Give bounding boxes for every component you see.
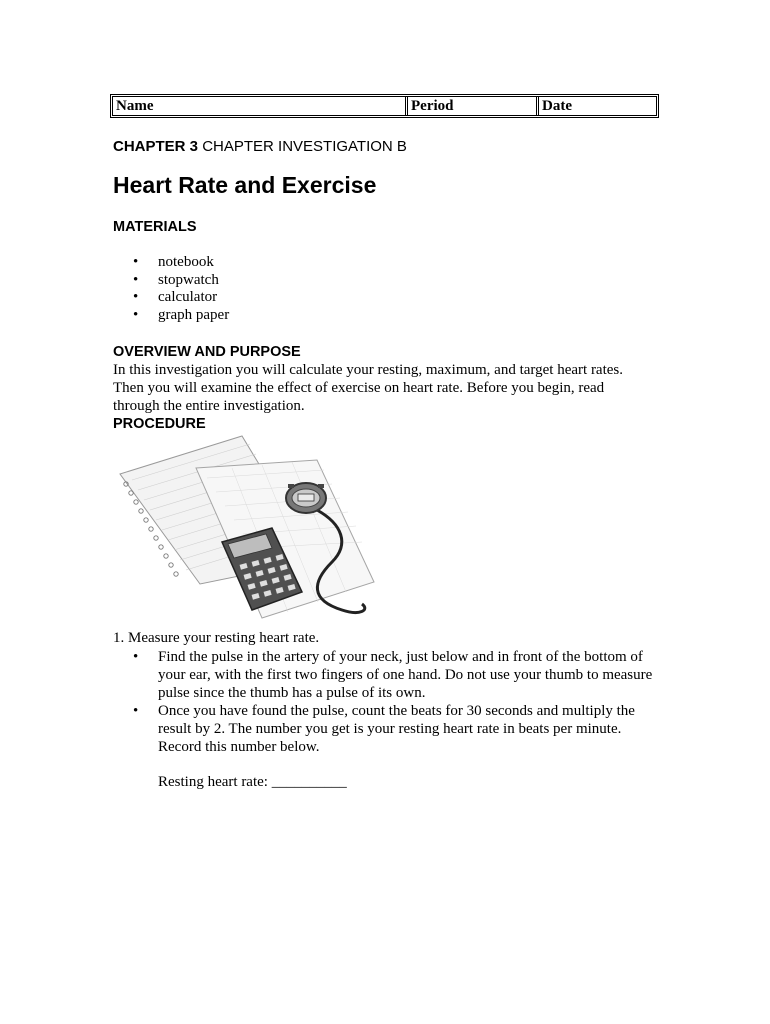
materials-illustration (112, 432, 382, 622)
period-field[interactable] (408, 97, 539, 115)
overview-heading: OVERVIEW AND PURPOSE (113, 344, 301, 360)
student-info-table (110, 94, 659, 118)
resting-heart-rate-field[interactable]: Resting heart rate: __________ (158, 774, 347, 790)
date-field[interactable] (539, 97, 656, 115)
list-item: • graph paper (113, 307, 229, 325)
list-item: • calculator (113, 289, 229, 307)
list-item: • Find the pulse in the artery of your neck, just below and in front of the bottom of your ear, with the first two fingers of one hand. Do not use your thumb to measure pulse since the thumb has a pulse of its own. (113, 648, 663, 702)
procedure-heading: PROCEDURE (113, 416, 206, 432)
list-item: • stopwatch (113, 272, 229, 290)
date-label: Date (542, 98, 572, 114)
procedure-step-1: 1. Measure your resting heart rate. (113, 630, 320, 646)
period-label: Period (411, 98, 454, 114)
overview-paragraph: In this investigation you will calculate your resting, maximum, and target heart rates. Then you will examine the effect of exercise on heart rate. Before you begin, read through the entire investigation. (113, 362, 624, 414)
step-1-instructions (113, 648, 663, 756)
list-item: • notebook (113, 254, 229, 272)
name-field[interactable] (113, 97, 408, 115)
chapter-line (113, 138, 407, 155)
name-label: Name (116, 98, 154, 114)
materials-list (113, 254, 229, 324)
list-item: • Once you have found the pulse, count the beats for 30 seconds and multiply the result by 2. The number you get is your resting heart rate in beats per minute. Record this number below. (113, 702, 663, 756)
chapter-subtitle: CHAPTER INVESTIGATION B (202, 138, 407, 155)
stopwatch-image (286, 483, 326, 513)
page-title: Heart Rate and Exercise (113, 172, 377, 198)
materials-heading: MATERIALS (113, 219, 197, 235)
chapter-number: CHAPTER 3 (113, 138, 199, 155)
